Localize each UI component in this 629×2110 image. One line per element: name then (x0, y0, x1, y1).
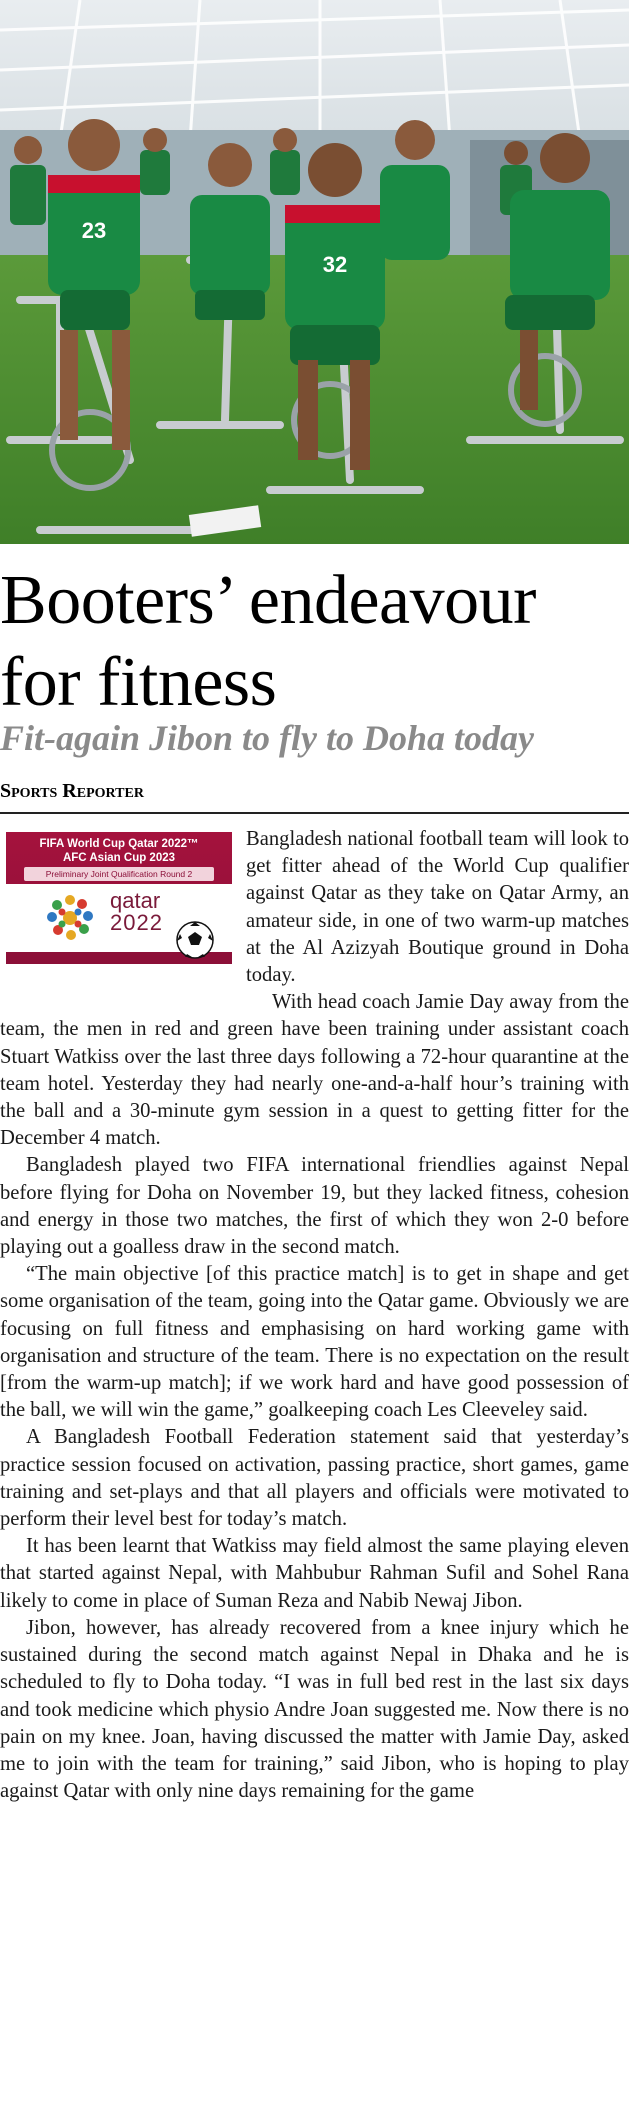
jersey-number: 32 (322, 252, 348, 277)
article-photo (0, 0, 629, 544)
qatar-wordmark: qatar (110, 888, 161, 913)
paragraph-5: A Bangladesh Football Federation statement said that yesterday’s practice session focused on activation, passing practice, short games, game training and set-plays and that all players and officials were motivated to perform their level best for today’s match. (0, 1426, 629, 1531)
paragraph-4: “The main objective [of this practice match] is to get in shape and get some organisation of the team, going into the Qatar game. Obviously we are focusing on full fitness and emphasising on hard working game with organisation and structure of the team. There is no expectation on the result [from the warm-up match]; if we work hard and have good possession of the ball, we will win the game,” goalkeeping coach Les Cleeveley said. (0, 1263, 629, 1422)
players-on-exercise-bikes-illustration (0, 0, 629, 544)
logo-line-2: AFC Asian Cup 2023 (62, 852, 176, 864)
headline: Booters’ endeavour for fitness (0, 562, 536, 721)
paragraph-6: It has been learnt that Watkiss may field almost the same playing eleven that started against Nepal, with Mahbubur Rahman Sufil and Sohel Rana likely to come in place of Suman Reza and Nabib Newaj Jibon. (0, 1535, 629, 1612)
subheadline: Fit-again Jibon to fly to Doha today (0, 718, 535, 758)
logo-line-3: Preliminary Joint Qualification Round 2 (24, 867, 214, 881)
byline: Sports Reporter (0, 780, 144, 802)
article-body (0, 826, 629, 1805)
jersey-number: 23 (81, 218, 107, 243)
paragraph-7: Jibon, however, has already recovered from a knee injury which he sustained during the second match against Nepal in Dhaka and he is scheduled to fly to Doha today. “I was in full bed rest in the last six days and took medicine which physio Andre Joan suggested me. Now there is no pain on my knee. Joan, having discussed the matter with Jamie Day, asked me to join with the team for training,” said Jibon, who is hoping to play against Qatar with only nine days remaining for the game (0, 1616, 629, 1803)
paragraph-1: Bangladesh national football team will look to get fitter ahead of the World Cup qualifier against Qatar as they take on Qatar Army, an amateur side, in one of two warm-up matches at the Al Azizyah Boutique ground in Doha today. (246, 828, 629, 987)
byline-rule (0, 812, 629, 814)
paragraph-3: Bangladesh played two FIFA international friendlies against Nepal before flying for Doha on November 19, but they lacked fitness, cohesion and energy in those two matches, the first of which they won 2-0 before playing out a goalless draw in the second match. (0, 1154, 629, 1259)
qatar-year: 2022 (110, 910, 163, 935)
logo-line-1: FIFA World Cup Qatar 2022™ (39, 838, 199, 850)
paragraph-2: With head coach Jamie Day away from the team, the men in red and green have been training under assistant coach Stuart Watkiss over the last three days following a 72-hour quarantine at the team hotel. Yesterday they had nearly one-and-a-half hour’s training with the ball and a 30-minute gym session in a quest to getting fitter for the December 4 match. (0, 991, 629, 1150)
logo-wrap-spacer (0, 826, 246, 990)
